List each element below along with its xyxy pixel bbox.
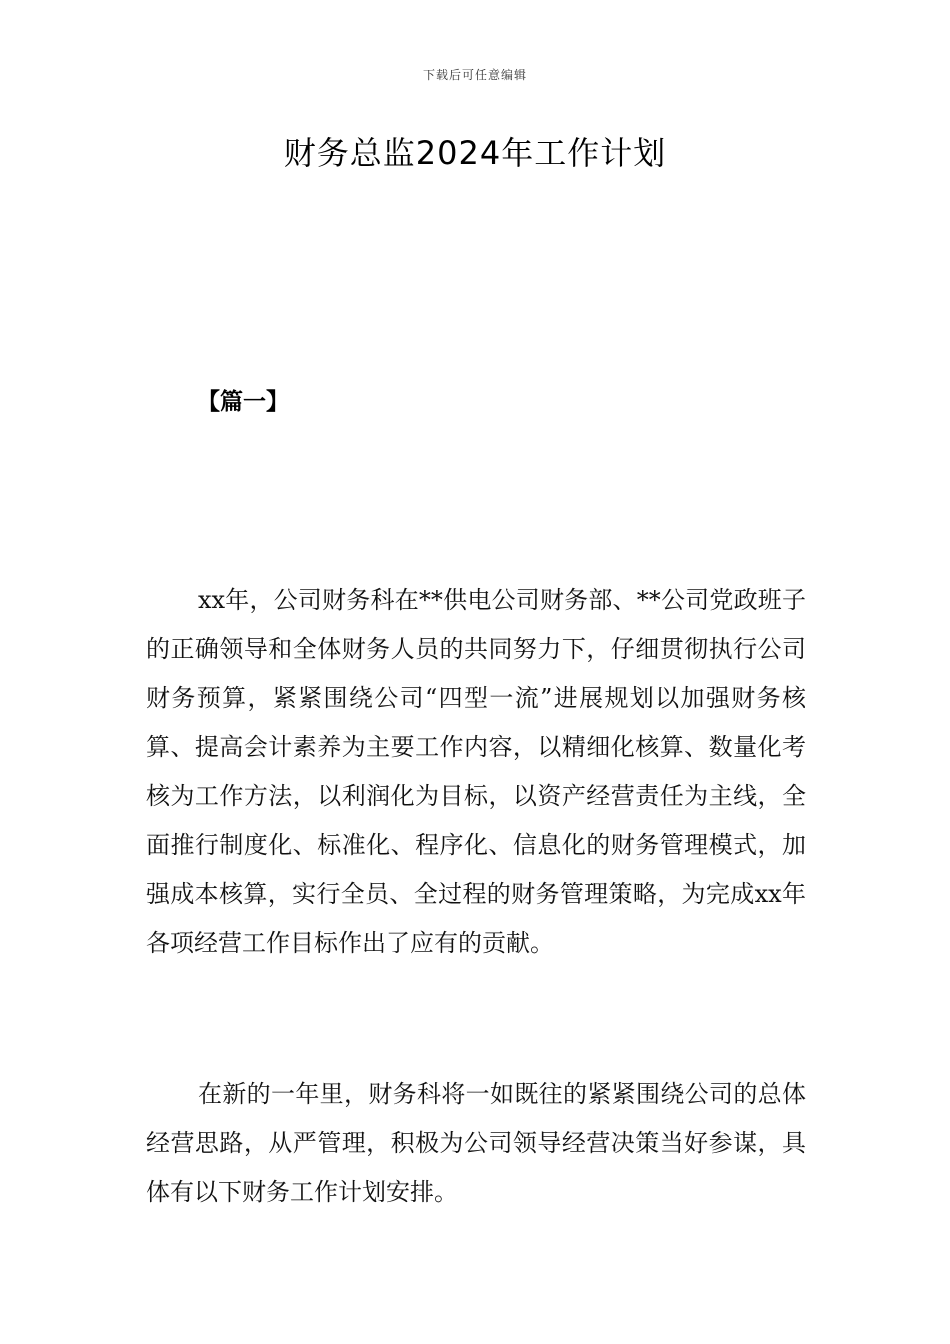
- document-title: 财务总监2024年工作计划: [283, 134, 667, 172]
- body-paragraph-1: xx年，公司财务科在**供电公司财务部、**公司党政班子的正确领导和全体财务人员的共同努力下，仔细贯彻执行公司财务预算，紧紧围绕公司“四型一流”进展规划以加强财务核算、提高会计素养为主要工作内容，以精细化核算、数量化考核为工作方法，以利润化为目标，以资产经营责任为主线，全面推行制度化、标准化、程序化、信息化的财务管理模式，加强成本核算，实行全员、全过程的财务管理策略，为完成xx年各项经营工作目标作出了应有的贡献。: [146, 586, 806, 957]
- section-heading: 【篇一】: [197, 388, 289, 415]
- page-header-note: 下载后可任意编辑: [422, 68, 527, 82]
- body-paragraph-2: 在新的一年里，财务科将一如既往的紧紧围绕公司的总体经营思路，从严管理，积极为公司领导经营决策当好参谋，具体有以下财务工作计划安排。: [146, 1080, 806, 1206]
